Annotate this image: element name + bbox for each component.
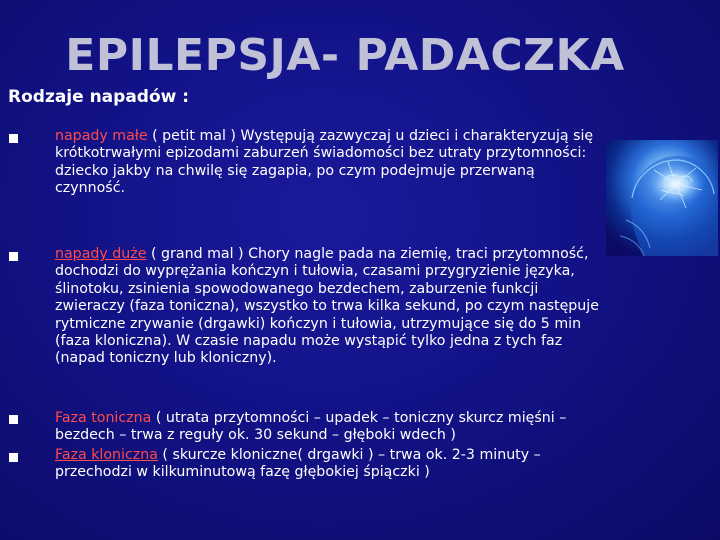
item-description: ( skurcze kloniczne( drgawki ) – trwa ok. 2-3 minuty – przechodzi w kilkuminutową fazę głębokiej śpiączki ) [55,447,541,481]
bullet-icon [9,252,18,261]
glowing-brain-icon [606,140,718,256]
item-term: napady duże [55,246,147,262]
bullet-icon [9,453,18,462]
slide-title: EPILEPSJA- PADACZKA [65,30,625,81]
item-text [55,246,600,368]
slide-subtitle: Rodzaje napadów : [8,87,190,107]
item-description: ( utrata przytomności – upadek – toniczny skurcz mięśni – bezdech – trwa z reguły ok. 30 sekund – głęboki wdech ) [55,410,567,444]
item-text [55,447,600,482]
brain-head-image [606,140,718,256]
item-text [55,128,600,198]
item-term: Faza kloniczna [55,447,158,463]
bullet-icon [9,134,18,143]
item-term: napady małe [55,128,148,144]
item-description: ( petit mal ) Występują zazwyczaj u dzieci i charakteryzują się krótkotrwałymi epizodami zaburzeń świadomości bez utraty przytomności: dziecko jakby na chwilę się zagapia, po czym podejmuje przerwaną czynność. [55,128,594,197]
bullet-icon [9,415,18,424]
item-text [55,410,600,445]
item-description: ( grand mal ) Chory nagle pada na ziemię, traci przytomność, dochodzi do wyprężania kończyn i tułowia, czasami przygryzienie języka, ślinotoku, zsinienia spowodowanego bezdechem, zaburzenie funkcji zwieraczy (faza toniczna), wszystko to trwa kilka sekund, po czym następuje rytmiczne zrywanie (drgawki) kończyn i tułowia, utrzymujące się do 5 min (faza kloniczna). W czasie napadu może wystąpić tylko jedna z tych faz (napad toniczny lub kloniczny). [55,246,599,367]
item-term: Faza toniczna [55,410,152,426]
